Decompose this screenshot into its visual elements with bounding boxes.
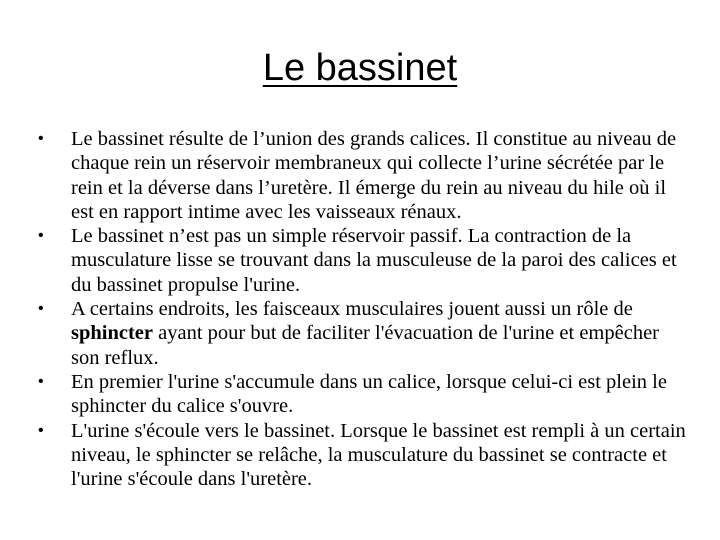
bullet-dot-icon: • — [38, 421, 44, 439]
bullet-item — [38, 297, 688, 370]
bullet-text: Le bassinet résulte de l’union des grands calices. Il constitue au niveau de chaque rein un réservoir membraneux qui collecte l’urine sécrétée par le rein et la déverse dans l’uretère. Il émerge du rein au niveau du hile où il est en rapport intime avec les vaisseaux rénaux. — [71, 128, 677, 223]
bullet-item — [38, 419, 688, 492]
bullet-text-after: ayant pour but de faciliter l'évacuation de l'urine et empêcher son reflux. — [71, 322, 659, 369]
bullet-text: En premier l'urine s'accumule dans un calice, lorsque celui-ci est plein le sphincter du calice s'ouvre. — [71, 370, 667, 418]
bullet-item — [38, 370, 688, 419]
bullet-list — [38, 127, 688, 491]
bullet-text: Le bassinet n’est pas un simple réservoir passif. La contraction de la musculature lisse se trouvant dans la musculeuse de la paroi des calices et du bassinet propulse l'urine. — [71, 225, 677, 296]
bullet-text-before: A certains endroits, les faisceaux musculaires jouent aussi un rôle de — [71, 298, 633, 321]
bullet-dot-icon: • — [38, 300, 44, 318]
bullet-item — [38, 224, 688, 297]
bullet-text-bold: sphincter — [71, 322, 153, 345]
bullet-dot-icon: • — [38, 227, 44, 245]
slide-title: Le bassinet — [262, 47, 458, 89]
bullet-dot-icon: • — [38, 372, 44, 390]
bullet-text: L'urine s'écoule vers le bassinet. Lorsque le bassinet est rempli à un certain niveau, le sphincter se relâche, la musculature du bassinet se contracte et l'urine s'écoule dans l'uretère. — [71, 419, 686, 491]
bullet-item — [38, 127, 688, 224]
bullet-dot-icon: • — [38, 130, 44, 147]
